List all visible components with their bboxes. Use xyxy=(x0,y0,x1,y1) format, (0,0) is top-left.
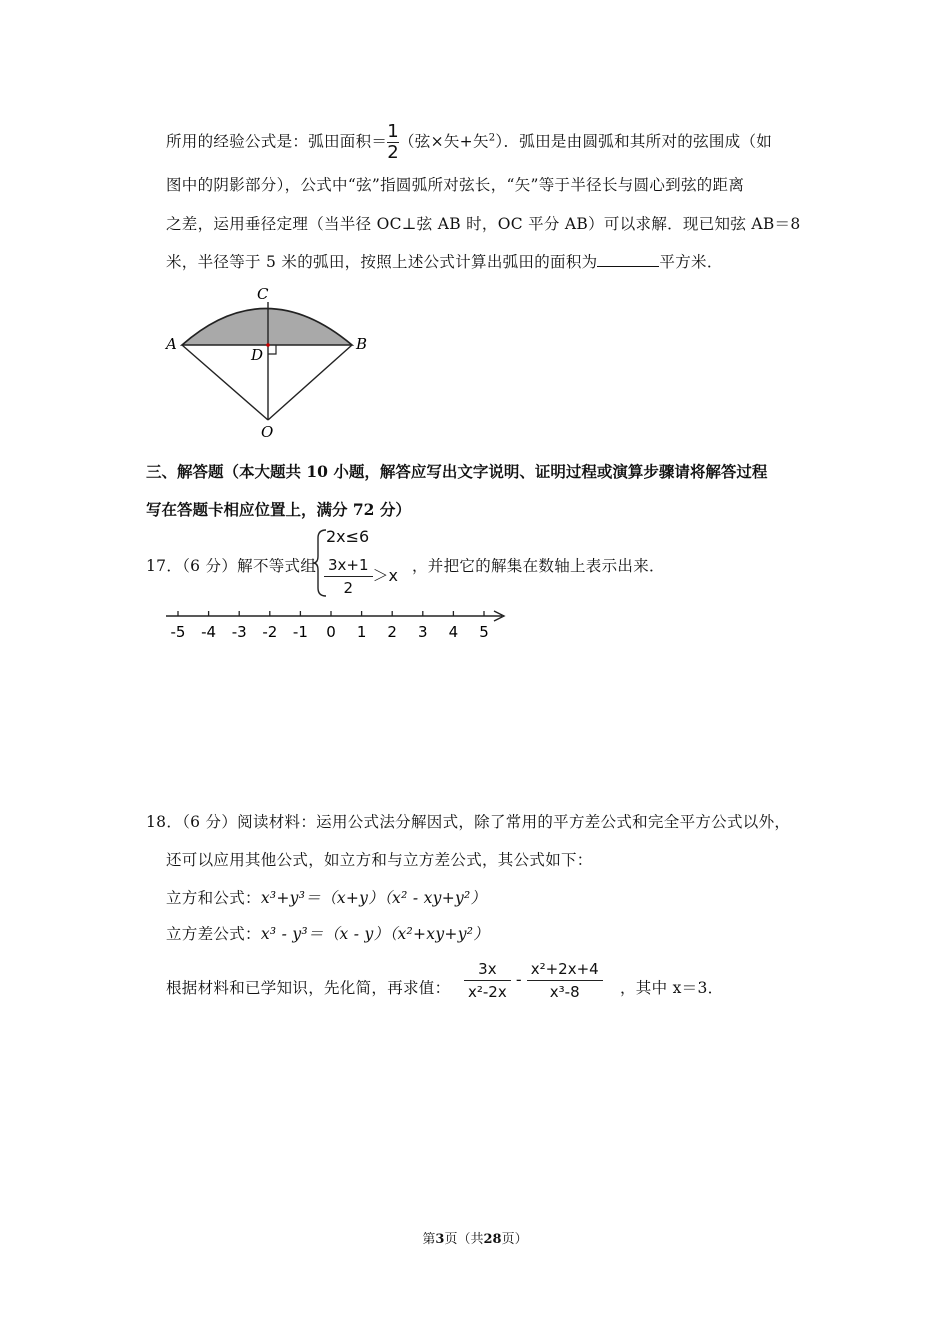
number-line-label: -1 xyxy=(292,623,308,641)
q16-line-2: 图中的阴影部分），公式中“弦”指圆弧所对弦长，“矢”等于半径长与圆心到弦的距离 xyxy=(166,176,745,194)
expression-fraction-1 xyxy=(464,958,511,1003)
number-line-label: 2 xyxy=(387,623,397,641)
page-footer xyxy=(0,1228,950,1247)
formula-label: 立方和公式： xyxy=(166,889,261,907)
formula-expression: x³ - y³＝（x - y）（x²+xy+y²） xyxy=(260,925,490,943)
inequality-1: 2x≤6 xyxy=(326,527,370,546)
superscript: 2 xyxy=(488,132,496,144)
fraction-numerator: 1 xyxy=(387,121,399,142)
number-line-label: 5 xyxy=(479,623,489,641)
q18-task-suffix: ，其中 x＝3． xyxy=(620,979,724,997)
footer-text: 第 xyxy=(422,1232,436,1247)
number-line-label: 0 xyxy=(326,623,336,641)
shaded-segment xyxy=(182,309,352,346)
fraction-numerator: x²+2x+4 xyxy=(530,960,599,978)
q18-line-1: 18．（6 分）阅读材料：运用公式法分解因式，除了常用的平方差公式和完全平方公式以外， xyxy=(146,813,791,831)
number-line-label: -5 xyxy=(170,623,186,641)
footer-text: 页） xyxy=(501,1232,528,1247)
radius-ob xyxy=(268,345,352,420)
section-heading-line-2: 写在答题卡相应位置上，满分 72 分） xyxy=(146,500,411,519)
q16-line-3: 之差，运用垂径定理（当半径 OC⊥弦 AB 时，OC 平分 AB）可以求解．现已知弦 AB＝8 xyxy=(166,215,801,233)
q17-suffix: ，并把它的解集在数轴上表示出来． xyxy=(412,557,665,575)
section-heading-line-1: 三、解答题（本大题共 10 小题，解答应写出文字说明、证明过程或演算步骤请将解答过程 xyxy=(146,462,768,481)
inequality-relation: ＞x xyxy=(372,566,399,585)
q16-text: 平方米． xyxy=(659,253,723,271)
number-line-label: 3 xyxy=(418,623,428,641)
q16-text: 所用的经验公式是：弧田面积＝ xyxy=(166,132,388,151)
label-d: D xyxy=(251,346,264,364)
number-line-label: -4 xyxy=(201,623,217,641)
q16-text: ）．弧田是由圆弧和其所对的弦围成（如 xyxy=(495,132,773,151)
q18-line-2: 还可以应用其他公式，如立方和与立方差公式，其公式如下： xyxy=(166,851,593,869)
total-pages: 28 xyxy=(483,1232,502,1247)
fraction-denominator: x³-8 xyxy=(527,980,603,1003)
expression-fraction-2 xyxy=(527,958,603,1003)
q17-prefix: 17．（6 分）解不等式组 xyxy=(146,557,317,575)
inequality-2-fraction xyxy=(324,554,373,599)
formula-expression: x³+y³＝（x+y）（x² - xy+y²） xyxy=(260,889,487,907)
q16-line-1 xyxy=(166,122,772,163)
formula-label: 立方差公式： xyxy=(166,925,261,943)
point-d xyxy=(266,343,270,347)
q18-task-prefix: 根据材料和已学知识，先化简，再求值： xyxy=(166,979,451,997)
label-a: A xyxy=(166,335,177,353)
arc-field-figure xyxy=(160,282,380,442)
number-line-label: -3 xyxy=(231,623,247,641)
cube-sum-formula xyxy=(166,886,486,908)
answer-blank xyxy=(597,254,659,267)
number-line-label: 4 xyxy=(448,623,459,641)
page-number: 3 xyxy=(435,1232,445,1247)
fraction-denominator: x²-2x xyxy=(464,980,511,1003)
half-fraction xyxy=(387,122,399,163)
inequality-2 xyxy=(324,554,398,599)
number-line-label: 1 xyxy=(356,623,367,641)
q16-text: 米，半径等于 5 米的弧田，按照上述公式计算出弧田的面积为 xyxy=(166,253,598,271)
number-line-label: -2 xyxy=(262,623,278,641)
label-b: B xyxy=(356,335,368,353)
q16-text: （弦×矢+矢 xyxy=(398,132,489,151)
footer-text: 页（共 xyxy=(444,1232,484,1247)
fraction-numerator: 3x+1 xyxy=(328,556,369,574)
fraction-numerator: 3x xyxy=(478,960,497,978)
number-line xyxy=(160,604,520,646)
fraction-denominator: 2 xyxy=(387,142,399,163)
q18-expression xyxy=(464,958,603,1003)
fraction-denominator: 2 xyxy=(324,576,373,599)
minus-sign: - xyxy=(515,970,522,989)
right-angle-mark xyxy=(268,345,276,354)
cube-diff-formula xyxy=(166,922,489,944)
label-c: C xyxy=(257,285,269,303)
label-o: O xyxy=(261,423,274,441)
q16-line-4 xyxy=(166,250,723,272)
